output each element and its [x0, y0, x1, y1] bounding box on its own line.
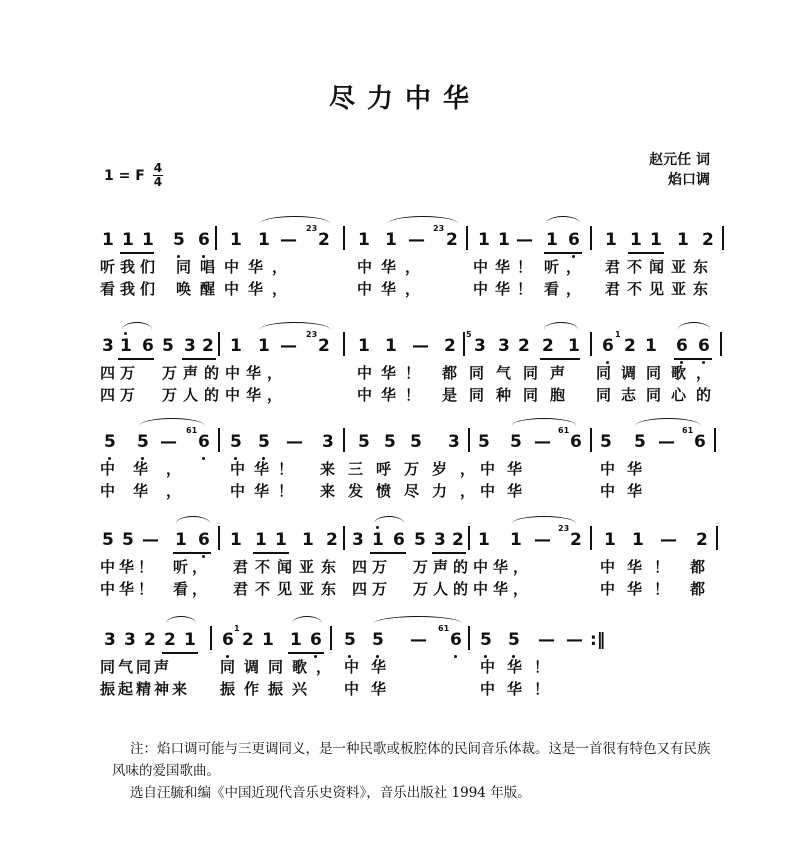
barline: [343, 428, 345, 452]
lyrics-verse-1: 听我们 同唱中华， 中华， 中华！ 听， 君不闻亚东: [100, 258, 716, 276]
end-repeat: :‖: [590, 630, 606, 650]
lyrics-verse-1: 中华， 中华！ 来三呼万岁， 中华 中华: [100, 460, 655, 478]
barline: [466, 226, 468, 250]
barline: [468, 526, 470, 550]
slur: [176, 516, 210, 531]
barline: [590, 526, 592, 550]
barline: [590, 332, 592, 356]
lyrics-verse-1: 中华！ 听， 君不闻亚东 四万 万声的中华， 中华！ 都: [100, 558, 706, 576]
slur: [546, 216, 580, 231]
lyrics-verse-2: 看我们 唤醒中华， 中华， 中华！ 看， 君不见亚东: [100, 280, 716, 298]
lyricist: 赵元任 词: [649, 152, 710, 168]
system-4: [100, 522, 720, 600]
tune-name: 焰口调: [668, 172, 710, 188]
key-signature: [104, 162, 163, 189]
footnote-note: 注：焰口调可能与三更调同义，是一种民歌或板腔体的民间音乐体裁。这是一首很有特色又有民族风味的爱国歌曲。: [112, 741, 711, 779]
slur: [260, 216, 330, 231]
notation-line: 3 3 2 2 1 6 1 2 1 1 6 5 5 — 61 6 5 5 — — :‖: [100, 622, 720, 656]
barline: [468, 428, 470, 452]
slur: [388, 216, 458, 231]
slur: [678, 322, 710, 337]
barline: [468, 626, 470, 650]
lyrics-verse-1: 同气同声 同调同歌， 中华 中华！: [100, 658, 562, 676]
barline: [215, 226, 217, 250]
system-1: [100, 222, 720, 300]
barline: [463, 332, 465, 356]
song-title: 尽力中华: [328, 84, 481, 114]
notation-line: 1 1 1 5 6 1 1 — 23 2 1 1 — 23 2 1 1 — 1 6 1 1 1 1 2: [100, 222, 720, 256]
barline: [218, 428, 220, 452]
system-5: [100, 622, 720, 700]
lyrics-verse-2: 振起精神来 振作振兴 中华 中华！: [100, 680, 562, 698]
notation-line: 5 5 — 61 6 5 5 — 3 5 5 5 3 5 5 — 61 6 5 5 — 61 6: [100, 424, 720, 458]
lyrics-verse-2: 中华！ 看， 君不见亚东 四万 万人的中华， 中华！ 都: [100, 580, 706, 598]
lyrics-verse-2: 四万 万人的中华， 中华！ 是同种同胞 同志同心的: [100, 386, 722, 404]
footnote: [112, 738, 722, 804]
key-label: 1 = F: [104, 167, 145, 184]
barline: [714, 428, 716, 452]
notation-line: 5 5 — 1 6 1 1 1 1 2 3 1 6 5 3 2 1 1 — 23 2 1 1 — 2: [100, 522, 720, 556]
barline: [722, 226, 724, 250]
slur: [122, 322, 152, 337]
system-3: [100, 424, 720, 502]
slur: [166, 616, 196, 631]
barline: [343, 332, 345, 356]
barline: [210, 626, 212, 650]
notation-line: 3 1 6 5 3 2 1 1 — 23 2 1 1 — 2 5 3 3 2 2 1 6 1 2 1 6 6: [100, 328, 720, 362]
barline: [343, 526, 345, 550]
slur: [260, 322, 330, 337]
barline: [716, 526, 718, 550]
lyrics-verse-1: 四万 万声的中华， 中华！ 都同气同声 同调同歌，: [100, 364, 722, 382]
credits: [649, 150, 710, 190]
slur: [292, 616, 322, 631]
barline: [218, 526, 220, 550]
barline: [343, 226, 345, 250]
barline: [590, 428, 592, 452]
time-signature: $\frac{4}{4}$: [153, 161, 163, 189]
footnote-source: 选自汪毓和编《中国近现代音乐史资料》，音乐出版社 1994 年版。: [130, 785, 531, 801]
system-2: [100, 328, 720, 406]
barline: [590, 226, 592, 250]
lyrics-verse-2: 中华， 中华！ 来发愤尽力， 中华 中华: [100, 482, 655, 500]
barline: [218, 332, 220, 356]
barline: [330, 626, 332, 650]
slur: [374, 516, 404, 531]
barline: [720, 332, 722, 356]
slur: [544, 322, 578, 337]
